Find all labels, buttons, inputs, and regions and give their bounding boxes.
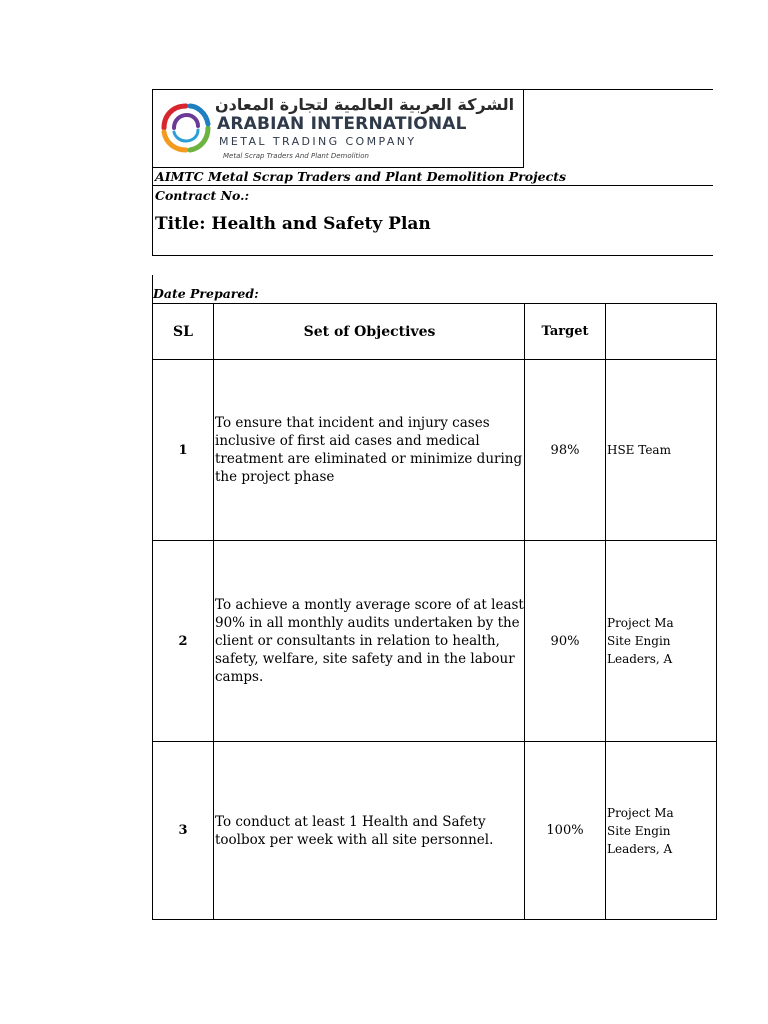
row-objective: To conduct at least 1 Health and Safety toolbox per week with all site personnel. — [214, 742, 525, 920]
responsible-line: Leaders, A — [607, 652, 673, 666]
row-responsible — [606, 541, 717, 742]
column-header-target: Target — [525, 304, 606, 360]
column-header-responsible — [606, 304, 717, 360]
page-title: Title: Health and Safety Plan — [153, 206, 713, 256]
logo-cell — [153, 90, 524, 168]
date-prepared-label: Date Prepared: — [153, 286, 259, 301]
table-header-row — [153, 304, 717, 360]
objectives-table — [152, 303, 717, 920]
row-sl: 2 — [153, 541, 214, 742]
row-target: 90% — [525, 541, 606, 742]
row-target: 100% — [525, 742, 606, 920]
table-row — [153, 541, 717, 742]
row-objective: To achieve a montly average score of at least 90% in all monthly audits undertaken by the client or consultants in relation to health, safety, welfare, site safety and in the labour camps. — [214, 541, 525, 742]
responsible-line: Leaders, A — [607, 841, 673, 856]
column-header-sl: SL — [153, 304, 214, 360]
logo-name-line2: METAL TRADING COMPANY — [219, 135, 417, 148]
table-row — [153, 742, 717, 920]
contract-line: Contract No.: — [155, 188, 250, 203]
row-responsible — [606, 742, 717, 920]
responsible-line: Site Engin — [607, 823, 671, 838]
row-sl: 3 — [153, 742, 214, 920]
table-row — [153, 360, 717, 541]
column-header-objectives: Set of Objectives — [214, 304, 525, 360]
logo-name-line1: ARABIAN INTERNATIONAL — [217, 114, 467, 134]
row-objective: To ensure that incident and injury cases inclusive of first aid cases and medical treatment are eliminated or minimize during the project phase — [214, 360, 525, 541]
responsible-line: Site Engin — [607, 634, 671, 648]
row-sl: 1 — [153, 360, 214, 541]
document-header — [152, 89, 713, 256]
row-target: 98% — [525, 360, 606, 541]
logo-tagline: Metal Scrap Traders And Plant Demolition — [223, 152, 369, 160]
company-logo-icon — [160, 102, 212, 154]
responsible-line: Project Ma — [607, 616, 674, 630]
responsible-line: HSE Team — [607, 443, 671, 457]
project-line: AIMTC Metal Scrap Traders and Plant Demolition Projects — [153, 168, 713, 186]
logo-arabic-name: الشركة العربية العالمية لتجارة المعادن — [215, 95, 515, 114]
responsible-line: Project Ma — [607, 805, 674, 820]
row-responsible — [606, 360, 717, 541]
